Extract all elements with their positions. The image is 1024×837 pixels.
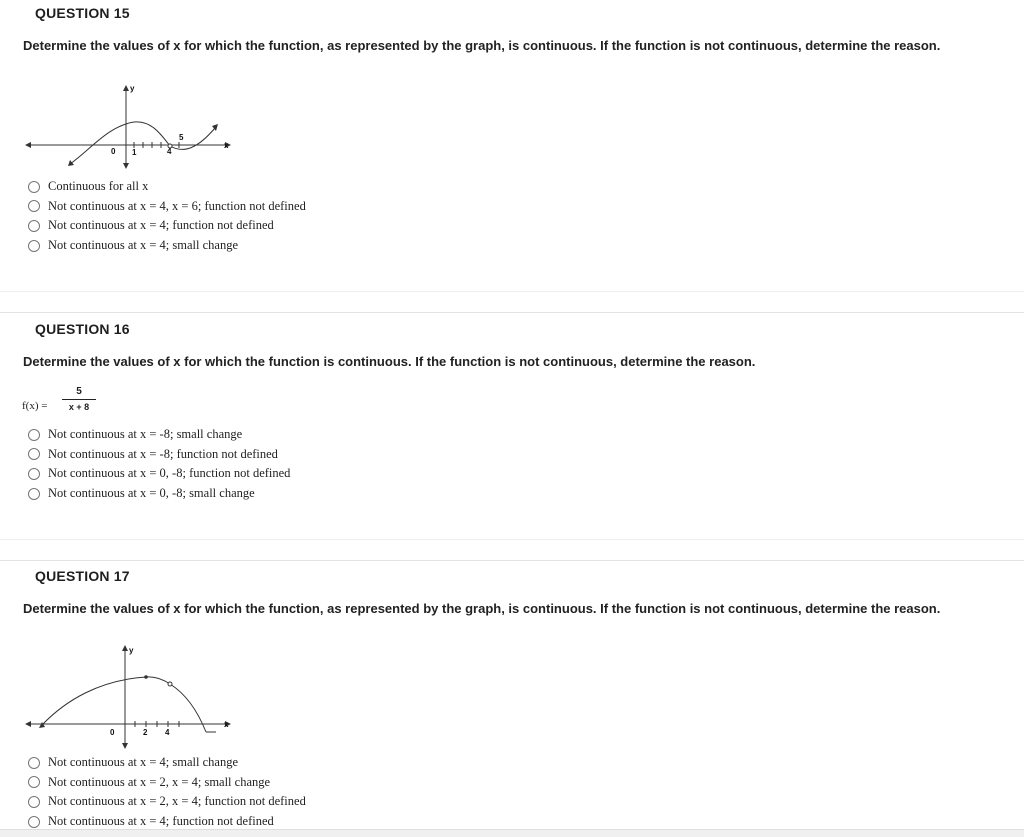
radio-button[interactable] xyxy=(28,488,40,500)
option-label: Not continuous at x = 2, x = 4; function not defined xyxy=(48,794,306,809)
q15-option-3[interactable] xyxy=(28,216,306,236)
radio-button[interactable] xyxy=(28,448,40,460)
tick-label-4: 4 xyxy=(165,728,170,737)
x-axis-label: x xyxy=(224,720,229,729)
tick-label-4: 4 xyxy=(167,147,172,156)
question-17-heading: QUESTION 17 xyxy=(35,568,130,584)
option-label: Not continuous at x = 0, -8; small change xyxy=(48,486,255,501)
tick-label-1: 1 xyxy=(132,148,137,157)
radio-button[interactable] xyxy=(28,240,40,252)
q15-option-4[interactable] xyxy=(28,236,306,256)
question-15-heading: QUESTION 15 xyxy=(35,5,130,21)
tick-label-5: 5 xyxy=(179,133,184,142)
option-label: Not continuous at x = 4; small change xyxy=(48,238,239,253)
radio-button[interactable] xyxy=(28,757,40,769)
option-label: Not continuous at x = 4; function not defined xyxy=(48,814,274,829)
question-15-prompt: Determine the values of x for which the function, as represented by the graph, is continuous. If the function is not continuous, determine the reason. xyxy=(23,38,941,53)
question-16-heading: QUESTION 16 xyxy=(35,321,130,337)
option-label: Not continuous at x = 4; function not defined xyxy=(48,218,274,233)
question-15-graph xyxy=(22,80,242,172)
q17-option-3[interactable] xyxy=(28,792,306,812)
q15-option-1[interactable] xyxy=(28,177,306,197)
formula-denominator: x + 8 xyxy=(68,402,90,412)
fraction-bar xyxy=(62,399,96,400)
y-axis-label: y xyxy=(130,84,135,93)
option-label: Not continuous at x = 2, x = 4; small change xyxy=(48,774,271,789)
question-16-prompt: Determine the values of x for which the function is continuous. If the function is not continuous, determine the reason. xyxy=(23,354,756,369)
x-axis-label: x xyxy=(224,141,229,150)
radio-button[interactable] xyxy=(28,468,40,480)
formula-numerator: 5 xyxy=(76,386,82,397)
question-17-prompt: Determine the values of x for which the function, as represented by the graph, is continuous. If the function is not continuous, determine the reason. xyxy=(23,601,941,616)
question-15-options xyxy=(28,177,306,255)
option-label: Not continuous at x = -8; function not defined xyxy=(48,446,278,461)
section-divider xyxy=(0,291,1024,292)
question-16-options xyxy=(28,425,290,503)
formula-lhs: f(x) = xyxy=(22,400,48,412)
section-divider xyxy=(0,560,1024,561)
q16-option-3[interactable] xyxy=(28,464,290,484)
radio-button[interactable] xyxy=(28,796,40,808)
section-divider xyxy=(0,539,1024,540)
question-17-options xyxy=(28,753,306,831)
origin-label: 0 xyxy=(110,728,115,737)
radio-button[interactable] xyxy=(28,200,40,212)
section-divider xyxy=(0,312,1024,313)
radio-button[interactable] xyxy=(28,816,40,828)
q16-option-2[interactable] xyxy=(28,445,290,465)
q17-option-2[interactable] xyxy=(28,773,306,793)
q16-option-1[interactable] xyxy=(28,425,290,445)
option-label: Not continuous at x = -8; small change xyxy=(48,427,243,442)
y-axis-label: y xyxy=(129,646,134,655)
option-label: Not continuous at x = 0, -8; function not defined xyxy=(48,466,291,481)
formula-fraction xyxy=(62,386,96,412)
radio-button[interactable] xyxy=(28,429,40,441)
option-label: Not continuous at x = 4, x = 6; function not defined xyxy=(48,198,306,213)
q16-option-4[interactable] xyxy=(28,484,290,504)
radio-button[interactable] xyxy=(28,220,40,232)
option-label: Continuous for all x xyxy=(48,179,149,194)
radio-button[interactable] xyxy=(28,776,40,788)
q17-option-1[interactable] xyxy=(28,753,306,773)
question-17-graph xyxy=(22,640,242,754)
function-formula xyxy=(22,384,112,424)
origin-label: 0 xyxy=(111,147,116,156)
tick-label-2: 2 xyxy=(143,728,148,737)
q15-option-2[interactable] xyxy=(28,197,306,217)
option-label: Not continuous at x = 4; small change xyxy=(48,755,239,770)
radio-button[interactable] xyxy=(28,181,40,193)
